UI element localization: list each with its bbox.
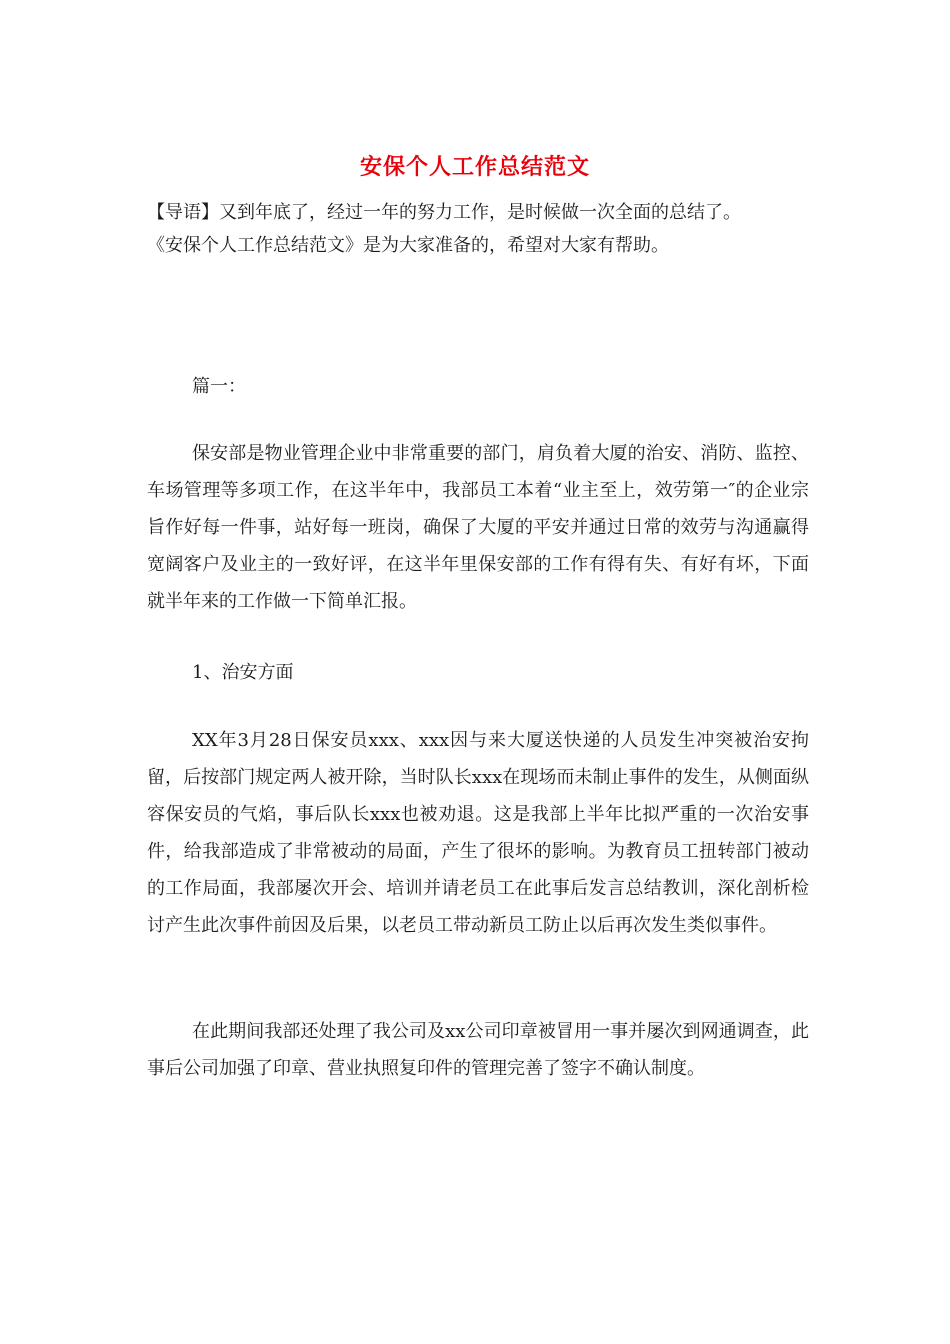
intro-block [147,196,827,262]
section-label: 篇一： [192,376,246,397]
paragraph-2: XX年3月28日保安员xxx、xxx因与来大厦送快递的人员发生冲突被治安拘留，后按部门规定两人被开除，当时队长xxx在现场而未制止事件的发生，从侧面纵容保安员的气焰，事后队长xxx也被劝退。这是我部上半年比拟严重的一次治安事件，给我部造成了非常被动的局面，产生了很坏的影响。为教育员工扭转部门被动的工作局面，我部屡次开会、培训并请老员工在此事后发言总结教训，深化剖析检讨产生此次事件前因及后果，以老员工带动新员工防止以后再次发生类似事件。 [147,730,809,936]
paragraph-3: 在此期间我部还处理了我公司及xx公司印章被冒用一事并屡次到网通调查，此事后公司加强了印章、营业执照复印件的管理完善了签字不确认制度。 [147,1021,809,1079]
document-title: 安保个人工作总结范文 [359,154,590,180]
subheading-security: 1、治安方面 [192,662,294,683]
paragraph-1: 保安部是物业管理企业中非常重要的部门，肩负着大厦的治安、消防、监控、车场管理等多项工作，在这半年中，我部员工本着“业主至上，效劳第一″的企业宗旨作好每一件事，站好每一班岗，确保了大厦的平安并通过日常的效劳与沟通赢得宽阔客户及业主的一致好评，在这半年里保安部的工作有得有失、有好有坏，下面就半年来的工作做一下简单汇报。 [147,443,809,612]
intro-line-2: 《安保个人工作总结范文》是为大家准备的，希望对大家有帮助。 [147,235,669,256]
intro-line-1: 【导语】又到年底了，经过一年的努力工作，是时候做一次全面的总结了。 [147,202,741,223]
